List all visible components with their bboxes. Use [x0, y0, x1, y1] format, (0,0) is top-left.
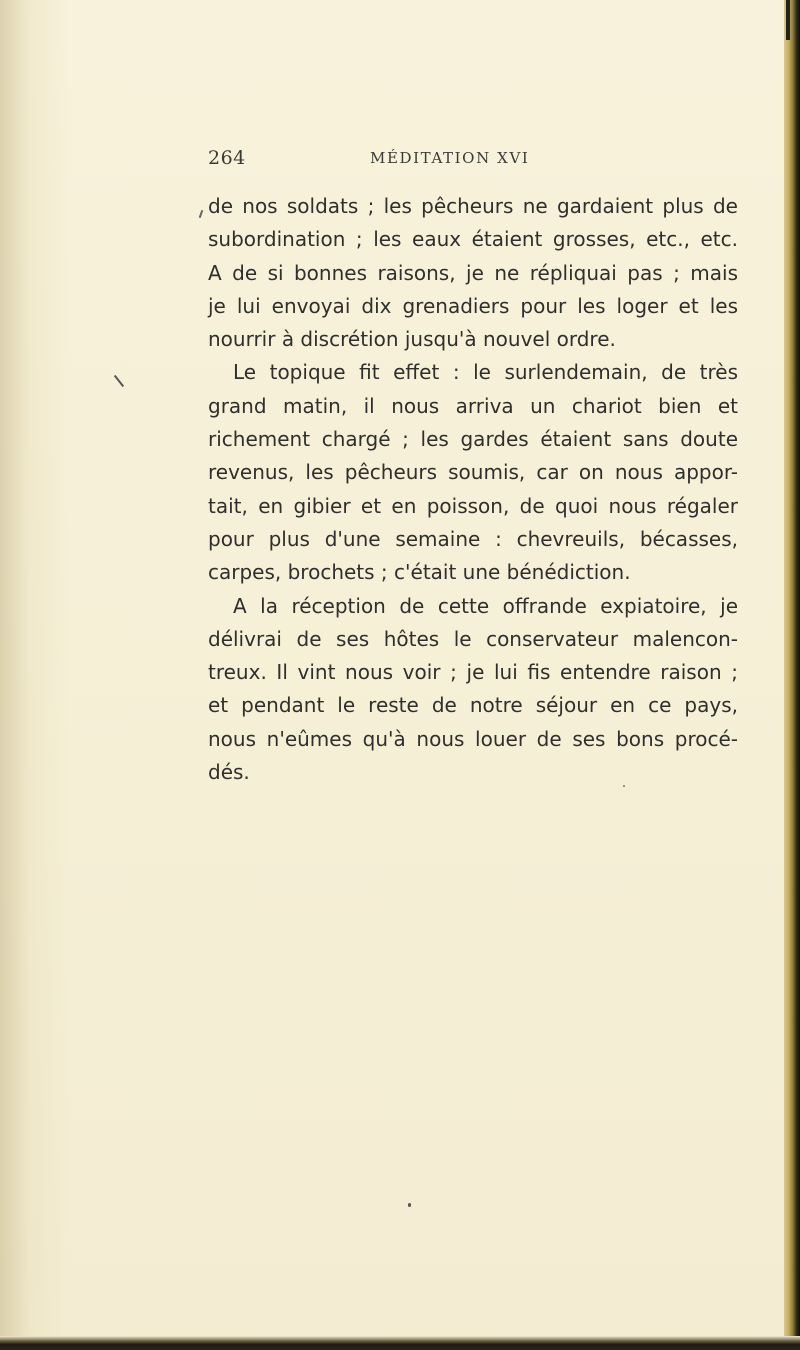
text-line: délivrai de ses hôtes le conservateur malencon- — [208, 626, 738, 651]
text-line: carpes, brochets ; c'était une bénédiction. — [208, 560, 631, 585]
text-line: nourrir à discrétion jusqu'à nouvel ordre. — [208, 327, 616, 352]
page-edge-bottom — [0, 1336, 800, 1350]
speck — [408, 1203, 411, 1207]
page-edge-shadow — [786, 0, 790, 40]
page-edge-right — [784, 0, 800, 1350]
page-header — [208, 147, 608, 173]
margin-mark — [199, 210, 204, 218]
running-head: MÉDITATION XVI — [370, 149, 530, 167]
text-line: Le topique fit effet : le surlendemain, de très — [233, 360, 738, 385]
text-line: subordination ; les eaux étaient grosses, etc., etc. — [208, 227, 738, 252]
text-line: nous n'eûmes qu'à nous louer de ses bons procé- — [208, 726, 738, 751]
text-line: tait, en gibier et en poisson, de quoi nous régaler — [208, 493, 738, 518]
text-line: pour plus d'une semaine : chevreuils, bécasses, — [208, 526, 738, 551]
body-text — [208, 190, 738, 789]
text-line: A la réception de cette offrande expiatoire, je — [233, 593, 738, 618]
text-line: et pendant le reste de notre séjour en ce pays, — [208, 693, 738, 718]
text-line: richement chargé ; les gardes étaient sans doute — [208, 427, 738, 452]
text-line: grand matin, il nous arriva un chariot bien et — [208, 393, 738, 418]
text-line: je lui envoyai dix grenadiers pour les loger et les — [208, 293, 738, 318]
text-line: de nos soldats ; les pêcheurs ne gardaient plus de — [208, 194, 738, 218]
text-line: A de si bonnes raisons, je ne répliquai pas ; mais — [208, 260, 738, 285]
page-number: 264 — [208, 147, 246, 169]
text-line: revenus, les pêcheurs soumis, car on nous appor- — [208, 460, 738, 485]
text-line: dés. — [208, 760, 250, 785]
margin-mark — [114, 375, 124, 387]
text-line: treux. Il vint nous voir ; je lui fis entendre raison ; — [208, 660, 738, 685]
